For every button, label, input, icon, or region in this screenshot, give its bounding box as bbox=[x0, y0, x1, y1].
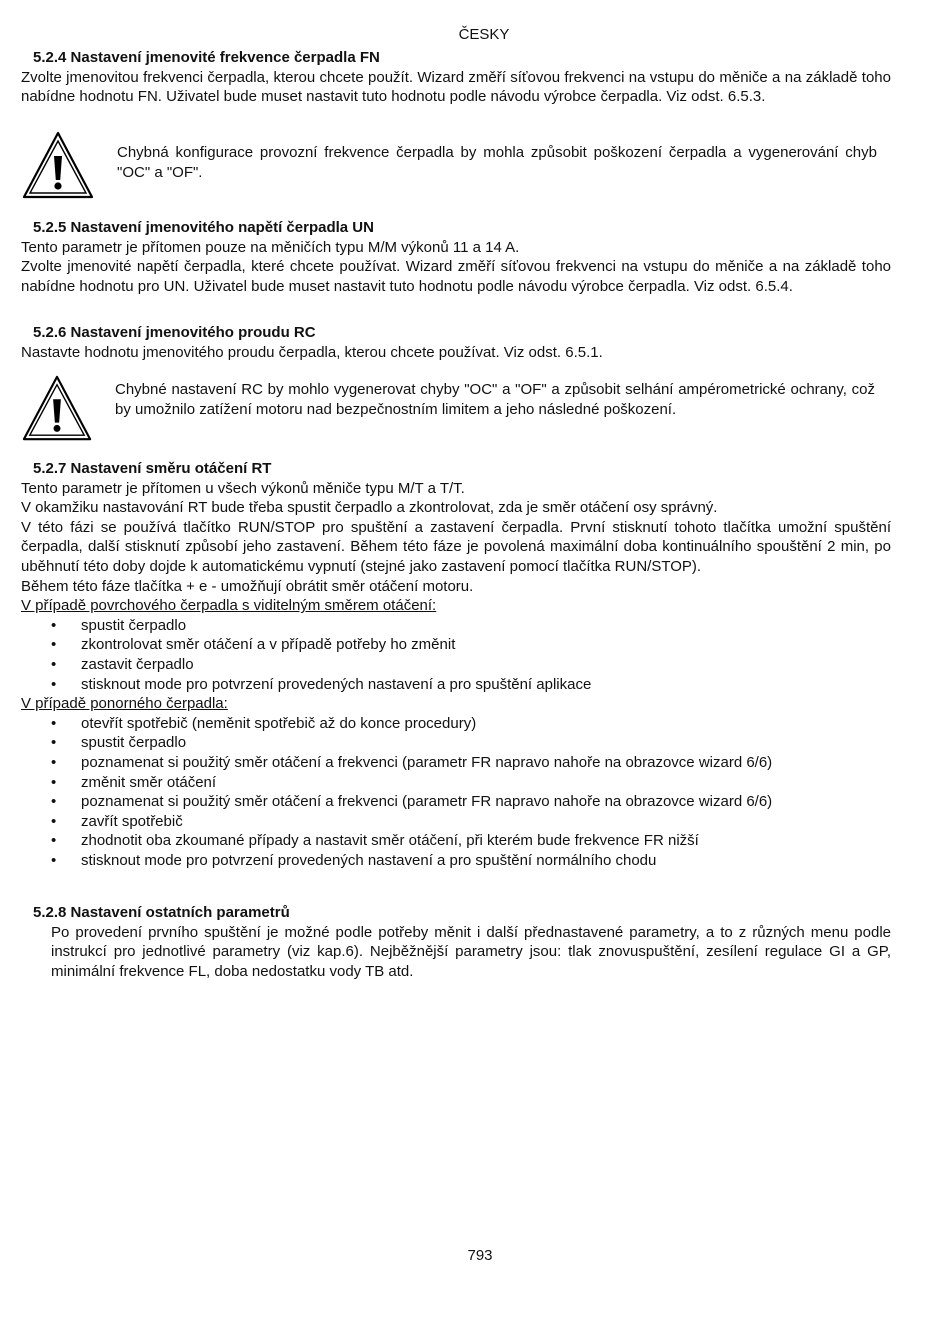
section-5-2-5 bbox=[21, 218, 891, 296]
section-heading: 5.2.7 Nastavení směru otáčení RT bbox=[33, 460, 272, 477]
list-item: • změnit směr otáčení bbox=[51, 773, 217, 791]
surface-pump-steps bbox=[21, 616, 891, 694]
bullet: • bbox=[51, 655, 57, 673]
bullet: • bbox=[51, 773, 57, 791]
warning-text: Chybná konfigurace provozní frekvence čerpadla by mohla způsobit poškození čerpadla a vygenerování chyb "OC" a "OF". bbox=[117, 144, 877, 181]
section-heading: 5.2.8 Nastavení ostatních parametrů bbox=[33, 904, 290, 921]
list-item: • stisknout mode pro potvrzení provedených nastavení a pro spuštění normálního chodu bbox=[51, 851, 657, 869]
section-heading: 5.2.4 Nastavení jmenovité frekvence čerpadla FN bbox=[33, 49, 380, 66]
bullet: • bbox=[51, 812, 57, 830]
bullet: • bbox=[51, 832, 57, 850]
paragraph: Tento parametr je přítomen u všech výkonů měniče typu M/T a T/T. bbox=[21, 479, 465, 497]
list-item: • zavřít spotřebič bbox=[51, 812, 183, 830]
paragraph: Během této fáze tlačítka + e - umožňují obrátit směr otáčení motoru. bbox=[21, 577, 474, 595]
list-item: • spustit čerpadlo bbox=[51, 616, 187, 634]
paragraph: Zvolte jmenovité napětí čerpadla, které chcete používat. Wizard změří síťovou frekvenci na vstupu do měniče a na základě toho nabídne hodnotu pro UN. Uživatel bude muset nastavit tuto hodnotu podle návodu výrobce čerpadla. Viz odst. 6.5.4. bbox=[21, 258, 891, 295]
list-label-surface-pump: V případě povrchového čerpadla s viditelným směrem otáčení: bbox=[21, 597, 437, 615]
warning-triangle-icon bbox=[21, 130, 95, 200]
bullet: • bbox=[51, 714, 57, 732]
bullet: • bbox=[51, 734, 57, 752]
list-item: • otevřít spotřebič (neměnit spotřebič až do konce procedury) bbox=[51, 714, 477, 732]
list-item: • zkontrolovat směr otáčení a v případě potřeby ho změnit bbox=[51, 636, 456, 654]
section-5-2-6 bbox=[21, 323, 891, 362]
warning-text: Chybné nastavení RC by mohlo vygenerovat chyby "OC" a "OF" a způsobit selhání ampérometrické ochrany, což by umožnilo zatížení motoru nad bezpečnostním limitem a jeho následné poškození. bbox=[115, 381, 875, 418]
bullet: • bbox=[51, 616, 57, 634]
bullet: • bbox=[51, 636, 57, 654]
bullet: • bbox=[51, 753, 57, 771]
section-5-2-8 bbox=[21, 903, 891, 981]
list-item: • stisknout mode pro potvrzení provedených nastavení a pro spuštění aplikace bbox=[51, 675, 592, 693]
list-item: • zhodnotit oba zkoumané případy a nastavit směr otáčení, při kterém bude frekvence FR nižší bbox=[51, 832, 699, 850]
warning-box bbox=[21, 128, 877, 200]
list-item: • poznamenat si použitý směr otáčení a frekvenci (parametr FR napravo nahoře na obrazovce wizard 6/6) bbox=[51, 793, 773, 811]
submersible-pump-steps bbox=[21, 714, 891, 871]
list-item: • poznamenat si použitý směr otáčení a frekvenci (parametr FR napravo nahoře na obrazovce wizard 6/6) bbox=[51, 753, 773, 771]
bullet: • bbox=[51, 851, 57, 869]
list-item: • zastavit čerpadlo bbox=[51, 655, 194, 673]
page-header: ČESKY bbox=[458, 26, 510, 43]
paragraph: Po provedení prvního spuštění je možné podle potřeby měnit i další přednastavené parametry, a to z různých menu podle instrukcí pro jednotlivé parametry (viz kap.6). Nejběžnější parametry jsou: tlak znovuspuštění, zesílení regulace GI a GP, minimální frekvence FL, doba nedostatku vody TB atd. bbox=[51, 923, 891, 980]
bullet: • bbox=[51, 675, 57, 693]
bullet: • bbox=[51, 793, 57, 811]
paragraph: Nastavte hodnotu jmenovitého proudu čerpadla, kterou chcete používat. Viz odst. 6.5.1. bbox=[21, 343, 603, 361]
warning-triangle-icon bbox=[21, 373, 93, 443]
section-5-2-4 bbox=[21, 48, 891, 107]
paragraph: Zvolte jmenovitou frekvenci čerpadla, kterou chcete použít. Wizard změří síťovou frekvenci na vstupu do měniče a na základě toho nabídne hodnotu FN. Uživatel bude muset nastavit tuto hodnotu podle návodu výrobce čerpadla. Viz odst. 6.5.3. bbox=[21, 68, 891, 106]
list-label-submersible-pump: V případě ponorného čerpadla: bbox=[21, 695, 228, 713]
section-heading: 5.2.5 Nastavení jmenovitého napětí čerpadla UN bbox=[33, 219, 374, 236]
list-item: • spustit čerpadlo bbox=[51, 734, 187, 752]
paragraph: V okamžiku nastavování RT bude třeba spustit čerpadlo a zkontrolovat, zda je směr otáčení osy správný. bbox=[21, 499, 718, 517]
warning-box bbox=[21, 370, 877, 443]
section-5-2-7 bbox=[21, 459, 891, 870]
paragraph: V této fázi se používá tlačítko RUN/STOP pro spuštění a zastavení čerpadla. První stisknutí tohoto tlačítka umožní spuštění čerpadla, další stisknutí způsobí jeho zastavení. Během této fáze je povolená maximální doba kontinuálního spouštění 2 min, po uběhnutí této doby dojde k automatickému vypnutí (stejné jako zastavení pomocí tlačítka RUN/STOP). bbox=[21, 518, 891, 575]
paragraph: Tento parametr je přítomen pouze na měničích typu M/M výkonů 11 a 14 A. bbox=[21, 238, 520, 256]
section-heading: 5.2.6 Nastavení jmenovitého proudu RC bbox=[33, 324, 316, 341]
page-number: 793 bbox=[467, 1247, 493, 1264]
